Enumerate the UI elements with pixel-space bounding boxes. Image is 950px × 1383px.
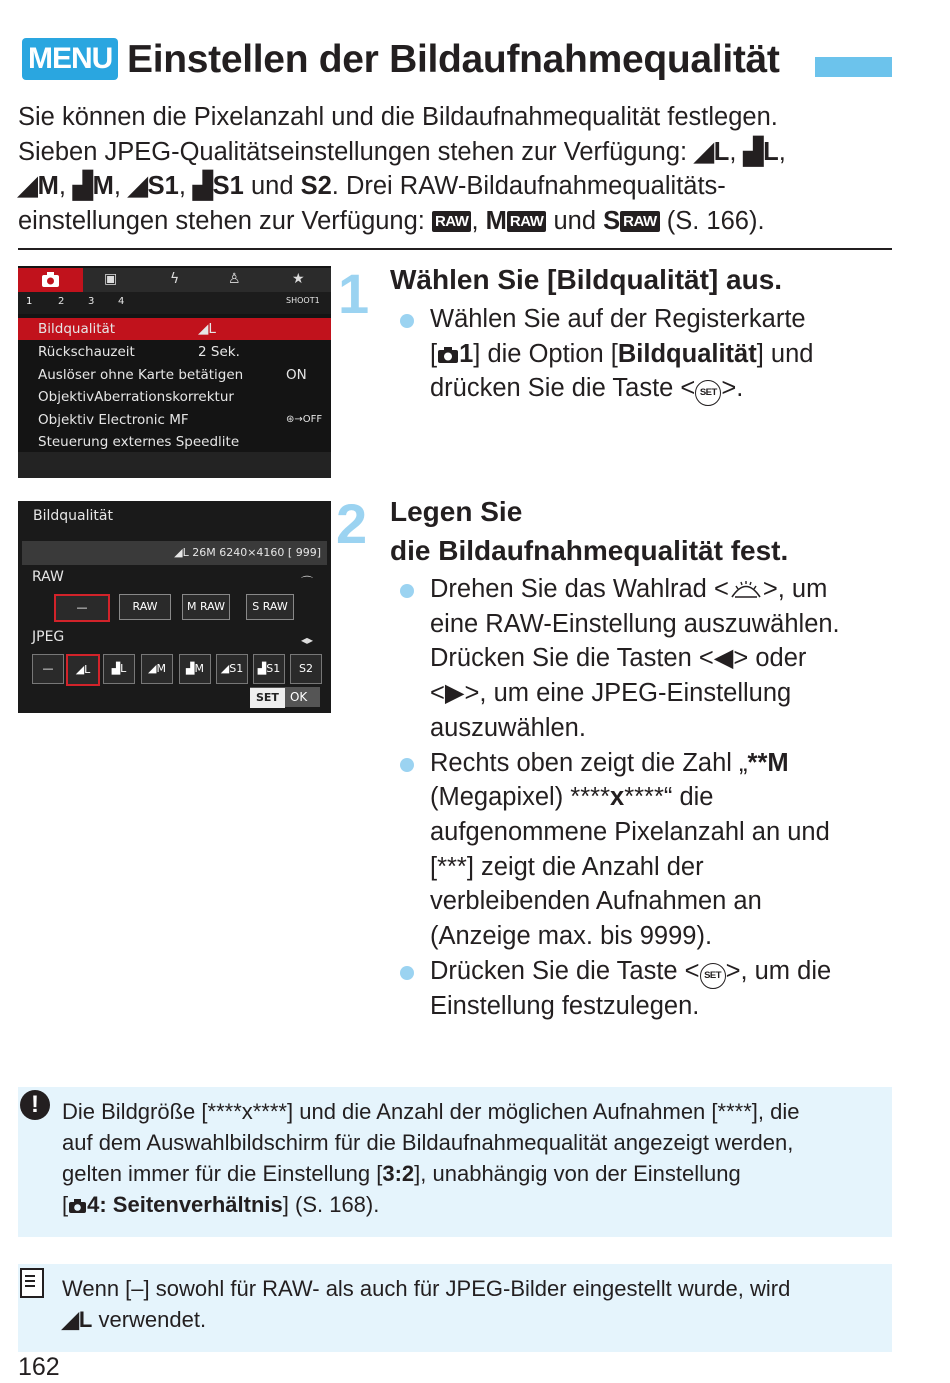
and-text: und [250, 172, 294, 200]
bullet-text: (Anzeige max. bis 9999). [430, 922, 713, 951]
jpeg-option-S1-normal[interactable]: ▟S1 [253, 654, 285, 684]
menu-item-value: ⊛→OFF [286, 414, 323, 425]
step-2-bullets [400, 572, 900, 1023]
jpeg-option-L-normal[interactable]: ▟L [103, 654, 135, 684]
text: ] und [756, 339, 814, 368]
main-dial-icon [729, 575, 763, 603]
text: [ [62, 1192, 69, 1217]
raw-label: RAW [32, 569, 64, 585]
main-dial-icon: ⌒ [301, 575, 314, 589]
m-prefix: M [485, 206, 507, 235]
screen-header: Bildqualität [33, 508, 113, 524]
camera-tab-icon [68, 1192, 87, 1217]
raw-option-mraw[interactable]: M RAW [182, 594, 230, 620]
intro-line-2: Sieben JPEG-Qualitätseinstellungen stehen zur Verfügung: ◢L, ▟L, [18, 137, 786, 166]
page-title: Einstellen der Bildaufnahmequalität [127, 38, 780, 81]
text: Drücken Sie die Taste < [430, 956, 700, 985]
intro-line-4: einstellungen stehen zur Verfügung: RAW , M RAW und S RAW (S. 166). [18, 206, 765, 235]
sraw-icon: RAW [620, 211, 660, 232]
set-button-icon: SET [695, 380, 721, 406]
menu-item-label: Auslöser ohne Karte betätigen [38, 367, 244, 383]
camera-tab-icon [18, 268, 83, 292]
bullet-dot [400, 758, 414, 772]
bullet-text: <▶>, um eine JPEG-Einstellung [430, 679, 792, 708]
mraw-icon: RAW [507, 211, 547, 232]
option-name: Bildqualität [617, 339, 757, 368]
menu-item-label: ObjektivAberrationskorrektur [38, 389, 234, 405]
text: [ [430, 339, 438, 368]
menu-tab-row [18, 268, 331, 292]
menu-footer [18, 452, 331, 478]
bullet-text [430, 337, 900, 372]
text: ], unabhängig von der Einstellung [414, 1161, 741, 1186]
quality-L-fine: ◢L [62, 1307, 93, 1332]
bullet-item [400, 572, 900, 746]
menu-item-value: ◢L [198, 321, 216, 337]
caution-icon: ! [20, 1090, 50, 1120]
tools-tab-icon: ϟ [170, 271, 180, 287]
intro-line-3: ◢M, ▟M, ◢S1, ▟S1 und S2. Drei RAW-Bildaufnahmequalitäts- [18, 172, 726, 200]
menu-item-label: Objektiv Electronic MF [38, 412, 189, 428]
title-decoration-bar [815, 57, 892, 77]
menu-item-label: Rückschauzeit [38, 344, 135, 360]
s-prefix: S [603, 206, 621, 235]
camera-tab-icon [437, 340, 459, 368]
text: Drehen Sie das Wahlrad < [430, 575, 729, 603]
bullet-dot [400, 584, 414, 598]
bullet-text [430, 780, 900, 815]
step-2-title-line-1: Legen Sie [390, 496, 523, 527]
text: ] (S. 168). [282, 1192, 380, 1217]
tab-number: 1 [26, 296, 33, 307]
quality-M-normal: ▟M [73, 172, 114, 200]
bullet-text: Drücken Sie die Tasten <◀> oder [430, 644, 807, 673]
quality-L-normal: ▟L [743, 137, 779, 166]
raw-option-off[interactable]: — [54, 594, 110, 622]
quality-S2: S2 [300, 172, 332, 200]
jpeg-option-S1-fine[interactable]: ◢S1 [216, 654, 248, 684]
jpeg-option-S2[interactable]: S2 [290, 654, 322, 684]
section-divider [18, 248, 892, 250]
bullet-dot [400, 966, 414, 980]
quality-info: ◢L 26M 6240×4160 [ 999] [174, 546, 321, 559]
memo-note [18, 1264, 892, 1352]
menu-item-aberration[interactable] [18, 386, 331, 408]
step-1-bullets [400, 302, 900, 406]
intro-text: (S. 166). [666, 206, 765, 235]
jpeg-label: JPEG [32, 629, 65, 645]
text: (Megapixel) **** [430, 783, 610, 812]
intro-line-1: Sie können die Pixelanzahl und die Bildaufnahmequalität festlegen. [18, 103, 778, 131]
set-ok-button[interactable] [250, 687, 320, 707]
step-number-1: 1 [338, 262, 370, 325]
jpeg-option-M-normal[interactable]: ▟M [179, 654, 211, 684]
camera-menu-screen [18, 266, 331, 478]
playback-tab-icon: ▣ [104, 271, 118, 287]
bullet-item [400, 302, 900, 406]
tab-number: 4 [118, 296, 125, 307]
bullet-dot [400, 314, 414, 328]
jpeg-option-L-fine[interactable]: ◢L [66, 654, 100, 686]
bullet-text: [***] zeigt die Anzahl der [430, 852, 704, 881]
menu-item-value: ON [286, 367, 307, 383]
text: drücken Sie die Taste < [430, 374, 696, 403]
mymenu-tab-icon: ★ [292, 271, 305, 287]
quality-info-bar [22, 541, 327, 565]
intro-text: . Drei RAW-Bildaufnahmequalitäts- [331, 172, 726, 200]
tab-number: 1 [459, 339, 474, 368]
intro-text: einstellungen stehen zur Verfügung: [18, 206, 432, 235]
note-line [62, 1304, 882, 1335]
raw-option-sraw[interactable]: S RAW [246, 594, 294, 620]
text: >. [721, 374, 744, 403]
menu-item-label: Steuerung externes Speedlite [38, 434, 240, 450]
caution-text [62, 1096, 882, 1220]
menu-item-ausloeser[interactable] [18, 364, 331, 386]
ok-label: OK [289, 690, 308, 704]
bullet-text: eine RAW-Einstellung auszuwählen. [430, 609, 840, 638]
tab-number: 3 [88, 296, 95, 307]
quality-L-fine: ◢L [694, 137, 730, 166]
note-line: Wenn [–] sowohl für RAW- als auch für JPEG-Bilder eingestellt wurde, wird [62, 1276, 791, 1301]
bold-text: x [610, 783, 625, 812]
menu-item-speedlite[interactable] [18, 431, 331, 453]
intro-text: Sieben JPEG-Qualitätseinstellungen stehen zur Verfügung: [18, 137, 695, 166]
note-line: Die Bildgröße [****x****] und die Anzahl der möglichen Aufnahmen [****], die [62, 1099, 800, 1124]
custom-tab-icon: ♙ [228, 271, 241, 287]
set-key-label: SET [250, 688, 285, 708]
text: >, um die [725, 956, 832, 985]
set-button-icon: SET [700, 963, 726, 989]
tab-label: SHOOT1 [286, 296, 320, 305]
bullet-text: verbleibenden Aufnahmen an [430, 887, 762, 916]
bold-text: 4: Seitenverhältnis [87, 1192, 283, 1217]
left-right-arrows-icon: ◂▸ [301, 633, 314, 647]
text: >, um [762, 575, 828, 603]
quality-M-fine: ◢M [18, 172, 59, 200]
text: ****“ die [624, 783, 714, 812]
bullet-text: aufgenommene Pixelanzahl an und [430, 817, 830, 846]
raw-option-raw[interactable]: RAW [119, 594, 171, 620]
menu-item-electronic-mf[interactable] [18, 409, 331, 431]
bold-text: **M [747, 748, 789, 777]
bullet-text: Einstellung festzulegen. [430, 991, 700, 1020]
bullet-text [430, 371, 900, 406]
step-2-title-line-2: die Bildaufnahmequalität fest. [390, 535, 789, 566]
bullet-text [430, 572, 900, 607]
menu-item-label: Bildqualität [38, 321, 116, 337]
quality-S1-normal: ▟S1 [193, 172, 244, 200]
jpeg-option-off[interactable]: — [32, 654, 64, 684]
text: verwendet. [92, 1307, 207, 1332]
memo-icon [20, 1268, 44, 1298]
intro-paragraph [18, 100, 898, 238]
bullet-text: Wählen Sie auf der Registerkarte [430, 305, 806, 333]
note-line: auf dem Auswahlbildschirm für die Bildaufnahmequalität angezeigt werden, [62, 1130, 794, 1155]
memo-text [62, 1273, 882, 1335]
bullet-text [430, 746, 900, 781]
caution-note [18, 1087, 892, 1237]
bullet-item [400, 954, 900, 1024]
step-number-2: 2 [336, 492, 368, 555]
and-text: und [553, 206, 597, 235]
text: Rechts oben zeigt die Zahl „ [430, 748, 748, 777]
tab-number: 2 [58, 296, 65, 307]
note-line [62, 1158, 882, 1189]
raw-icon: RAW [432, 211, 472, 232]
page-number: 162 [18, 1353, 60, 1381]
text: gelten immer für die Einstellung [ [62, 1161, 383, 1186]
text: ] die Option [ [473, 339, 618, 368]
menu-item-value: 2 Sek. [198, 344, 240, 360]
bullet-text [430, 954, 900, 989]
tab-number-row [18, 292, 331, 314]
menu-item-bildqualitaet[interactable] [18, 318, 331, 340]
bullet-text: auszuwählen. [430, 713, 586, 742]
jpeg-option-M-fine[interactable]: ◢M [141, 654, 173, 684]
bullet-item [400, 746, 900, 954]
image-quality-screen [18, 501, 331, 713]
quality-S1-fine: ◢S1 [128, 172, 179, 200]
bold-text: 3:2 [382, 1161, 415, 1186]
step-1-title: Wählen Sie [Bildqualität] aus. [390, 264, 783, 295]
note-line [62, 1189, 882, 1220]
menu-item-rueckschauzeit[interactable] [18, 341, 331, 363]
menu-badge: MENU [22, 38, 118, 80]
